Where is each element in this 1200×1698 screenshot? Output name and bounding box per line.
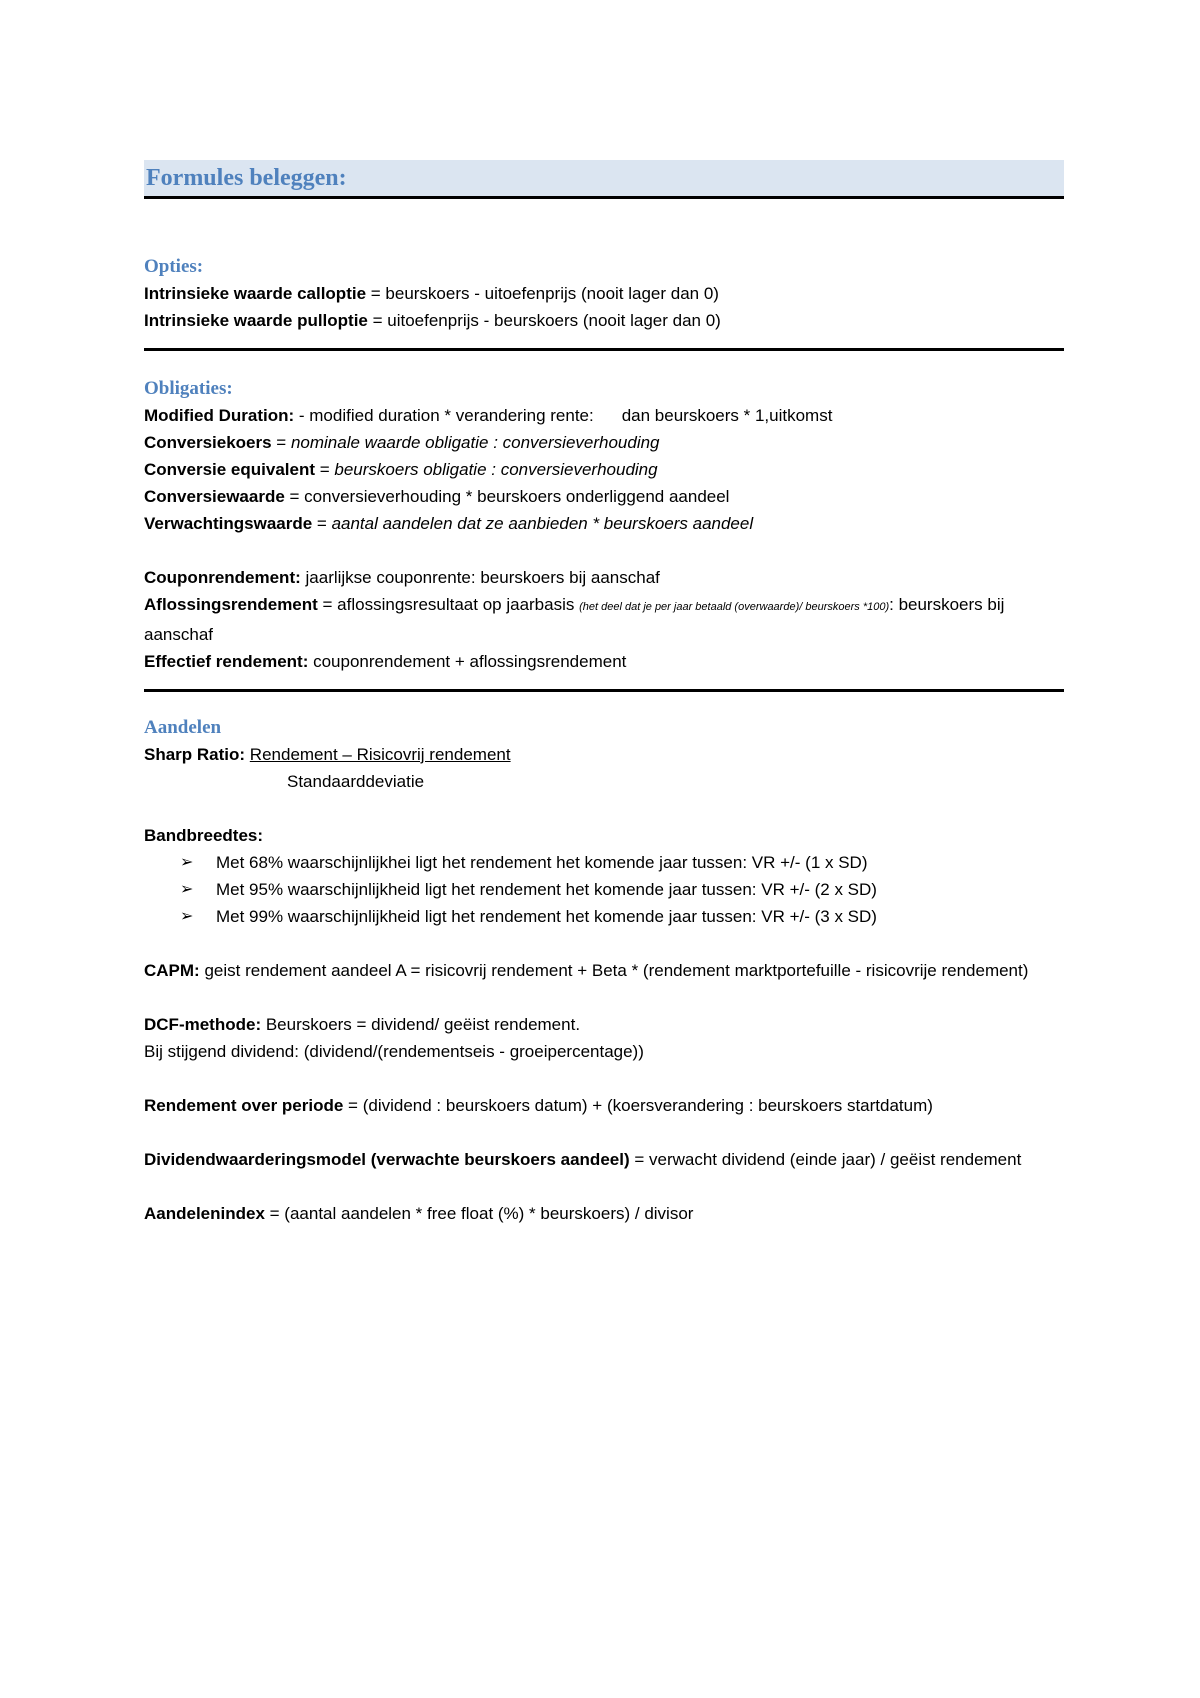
- formula-term: Sharp Ratio:: [144, 745, 246, 764]
- formula-equals: =: [312, 514, 332, 533]
- formula-tail: : beurskoers bij aanschaf: [144, 595, 1005, 644]
- formula-text: = beurskoers - uitoefenprijs (nooit lager dan 0): [366, 284, 719, 303]
- bandbreedtes-list: [144, 849, 1064, 930]
- formula-equals: =: [271, 433, 291, 452]
- page-title: Formules beleggen:: [146, 164, 347, 191]
- section-aandelen: [144, 714, 1064, 1227]
- formula-term: Intrinsieke waarde calloptie: [144, 284, 367, 303]
- formula-text: Beurskoers = dividend/ geëist rendement.: [261, 1015, 581, 1034]
- formula-term: Couponrendement:: [144, 568, 301, 587]
- formula-sharp-ratio: [144, 741, 1064, 768]
- formula-pulloptie: [144, 307, 1064, 334]
- formula-modified-duration: [144, 402, 1064, 429]
- formula-term: Conversiekoers: [144, 433, 272, 452]
- formula-note: (het deel dat je per jaar betaald (overwaarde)/ beurskoers *100): [579, 601, 890, 613]
- formula-couponrendement: [144, 564, 1064, 591]
- formula-text: geist rendement aandeel A = risicovrij rendement + Beta * (rendement marktportefuille - risicovrije rendement): [199, 961, 1029, 980]
- formula-text: nominale waarde obligatie : conversieverhouding: [290, 433, 660, 452]
- formula-text: = aflossingsresultaat op jaarbasis: [317, 595, 580, 614]
- formula-text: aantal aandelen dat ze aanbieden * beurskoers aandeel: [331, 514, 754, 533]
- section-heading-opties: Opties:: [144, 256, 204, 277]
- formula-effectief-rendement: [144, 648, 1064, 675]
- arrow-bullet-icon: ➢: [180, 881, 194, 898]
- formula-aandelenindex: [144, 1200, 1064, 1227]
- formula-verwachtingswaarde: [144, 510, 1064, 537]
- formula-aflossingsrendement: [144, 591, 1064, 648]
- arrow-bullet-icon: ➢: [180, 908, 194, 925]
- formula-equals: =: [315, 460, 335, 479]
- formula-term: Effectief rendement:: [144, 652, 309, 671]
- section-opties: [144, 253, 1064, 334]
- formula-text: - modified duration * verandering rente:: [294, 406, 594, 425]
- list-item: [144, 876, 1064, 903]
- formula-term: Modified Duration:: [144, 406, 295, 425]
- formula-term: Intrinsieke waarde pulloptie: [144, 311, 368, 330]
- formula-rendement-periode: [144, 1092, 1064, 1119]
- section-heading-obligaties: Obligaties:: [144, 378, 233, 399]
- formula-calloptie: [144, 280, 1064, 307]
- formula-term: CAPM:: [144, 961, 200, 980]
- formula-text: couponrendement + aflossingsrendement: [308, 652, 627, 671]
- formula-text: = verwacht dividend (einde jaar) / geëist rendement: [629, 1150, 1022, 1169]
- formula-text: = (dividend : beurskoers datum) + (koersverandering : beurskoers startdatum): [343, 1096, 933, 1115]
- title-bar: [144, 160, 1064, 199]
- formula-text: = uitoefenprijs - beurskoers (nooit lager dan 0): [367, 311, 721, 330]
- formula-text-continued: dan beurskoers * 1,uitkomst: [621, 406, 833, 425]
- formula-text: beurskoers obligatie : conversieverhouding: [334, 460, 658, 479]
- arrow-bullet-icon: ➢: [180, 854, 194, 871]
- list-item-text: Met 95% waarschijnlijkheid ligt het rendement het komende jaar tussen: VR +/- (2 x SD): [216, 880, 877, 899]
- list-item-text: Met 68% waarschijnlijkhei ligt het rendement het komende jaar tussen: VR +/- (1 x SD): [216, 853, 868, 872]
- formula-dcf: [144, 1011, 1064, 1038]
- formula-term: Dividendwaarderingsmodel (verwachte beurskoers aandeel): [144, 1150, 630, 1169]
- formula-term: DCF-methode:: [144, 1015, 262, 1034]
- formula-term: Rendement over periode: [144, 1096, 344, 1115]
- list-item: [144, 849, 1064, 876]
- formula-text: jaarlijkse couponrente: beurskoers bij aanschaf: [300, 568, 660, 587]
- formula-dividendwaarderingsmodel: [144, 1146, 1064, 1173]
- formula-capm: [144, 957, 1064, 984]
- formula-term: Conversie equivalent: [144, 460, 316, 479]
- section-heading-aandelen: Aandelen: [144, 717, 222, 738]
- list-item: [144, 903, 1064, 930]
- formula-text: = (aantal aandelen * free float (%) * beurskoers) / divisor: [264, 1204, 694, 1223]
- formula-conversiekoers: [144, 429, 1064, 456]
- formula-term: Verwachtingswaarde: [144, 514, 313, 533]
- list-item-text: Met 99% waarschijnlijkheid ligt het rendement het komende jaar tussen: VR +/- (3 x SD): [216, 907, 877, 926]
- formula-dcf-stijgend: Bij stijgend dividend: (dividend/(rendementseis - groeipercentage)): [144, 1042, 644, 1061]
- document-page: [144, 160, 1064, 1227]
- formula-conversiewaarde: [144, 483, 1064, 510]
- formula-conversie-equivalent: [144, 456, 1064, 483]
- fraction-numerator: Rendement – Risicovrij rendement: [249, 745, 511, 764]
- fraction-denominator: Standaarddeviatie: [287, 772, 425, 791]
- formula-term: Aflossingsrendement: [144, 595, 318, 614]
- formula-term: Conversiewaarde: [144, 487, 285, 506]
- bandbreedtes-heading: Bandbreedtes:: [144, 826, 264, 845]
- formula-text: = conversieverhouding * beurskoers onderliggend aandeel: [284, 487, 730, 506]
- section-obligaties: [144, 375, 1064, 675]
- formula-term: Aandelenindex: [144, 1204, 265, 1223]
